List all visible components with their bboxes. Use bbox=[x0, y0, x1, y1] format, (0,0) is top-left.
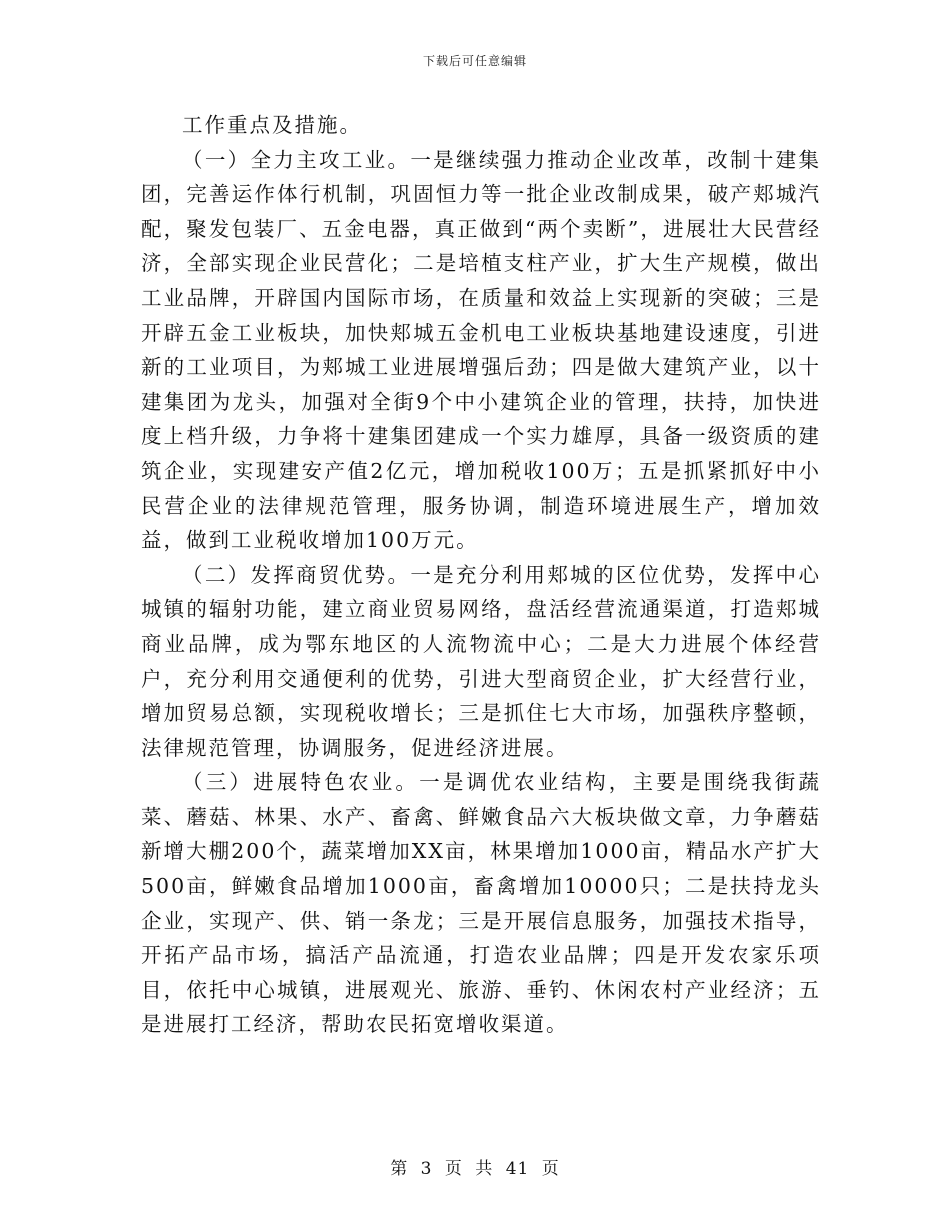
paragraph-intro: 工作重点及措施。 bbox=[182, 113, 362, 137]
paragraph-commerce: （二）发挥商贸优势。一是充分利用郏城的区位优势，发挥中心城镇的辐射功能，建立商业贸易网络，盘活经营流通渠道，打造郏城商业品牌，成为鄂东地区的人流物流中心；二是大力进展个体经营户，充分利用交通便利的优势，引进大型商贸企业，扩大经营行业，增加贸易总额，实现税收增长；三是抓住七大市场，加强秩序整顿，法律规范管理，协调服务，促进经济进展。 bbox=[141, 562, 821, 760]
paragraph-agriculture: （三）进展特色农业。一是调优农业结构，主要是围绕我街蔬菜、蘑菇、林果、水产、畜禽、鲜嫩食品六大板块做文章，力争蘑菇新增大棚200个，蔬菜增加XX亩，林果增加1000亩，精品水产扩大500亩，鲜嫩食品增加1000亩，畜禽增加10000只；二是扶持龙头企业，实现产、供、销一条龙；三是开展信息服务，加强技术指导，开拓产品市场，搞活产品流通，打造农业品牌；四是开发农家乐项目，依托中心城镇，进展观光、旅游、垂钓、休闲农村产业经济；五是进展打工经济，帮助农民拓宽增收渠道。 bbox=[141, 770, 821, 1037]
page-header: 下载后可任意编辑 bbox=[422, 54, 527, 68]
page-number-footer: 第 3 页 共 41 页 bbox=[390, 1159, 560, 1179]
document-body bbox=[141, 108, 821, 1042]
paragraph-industry: （一）全力主攻工业。一是继续强力推动企业改革，改制十建集团，完善运作体行机制，巩固恒力等一批企业改制成果，破产郏城汽配，聚发包装厂、五金电器，真正做到“两个卖断”，进展壮大民营经济，全部实现企业民营化；二是培植支柱产业，扩大生产规模，做出工业品牌，开辟国内国际市场，在质量和效益上实现新的突破；三是开辟五金工业板块，加快郏城五金机电工业板块基地建设速度，引进新的工业项目，为郏城工业进展增强后劲；四是做大建筑产业，以十建集团为龙头，加强对全街9个中小建筑企业的管理，扶持，加快进度上档升级，力争将十建集团建成一个实力雄厚，具备一级资质的建筑企业，实现建安产值2亿元，增加税收100万；五是抓紧抓好中小民营企业的法律规范管理，服务协调，制造环境进展生产，增加效益，做到工业税收增加100万元。 bbox=[141, 147, 821, 553]
